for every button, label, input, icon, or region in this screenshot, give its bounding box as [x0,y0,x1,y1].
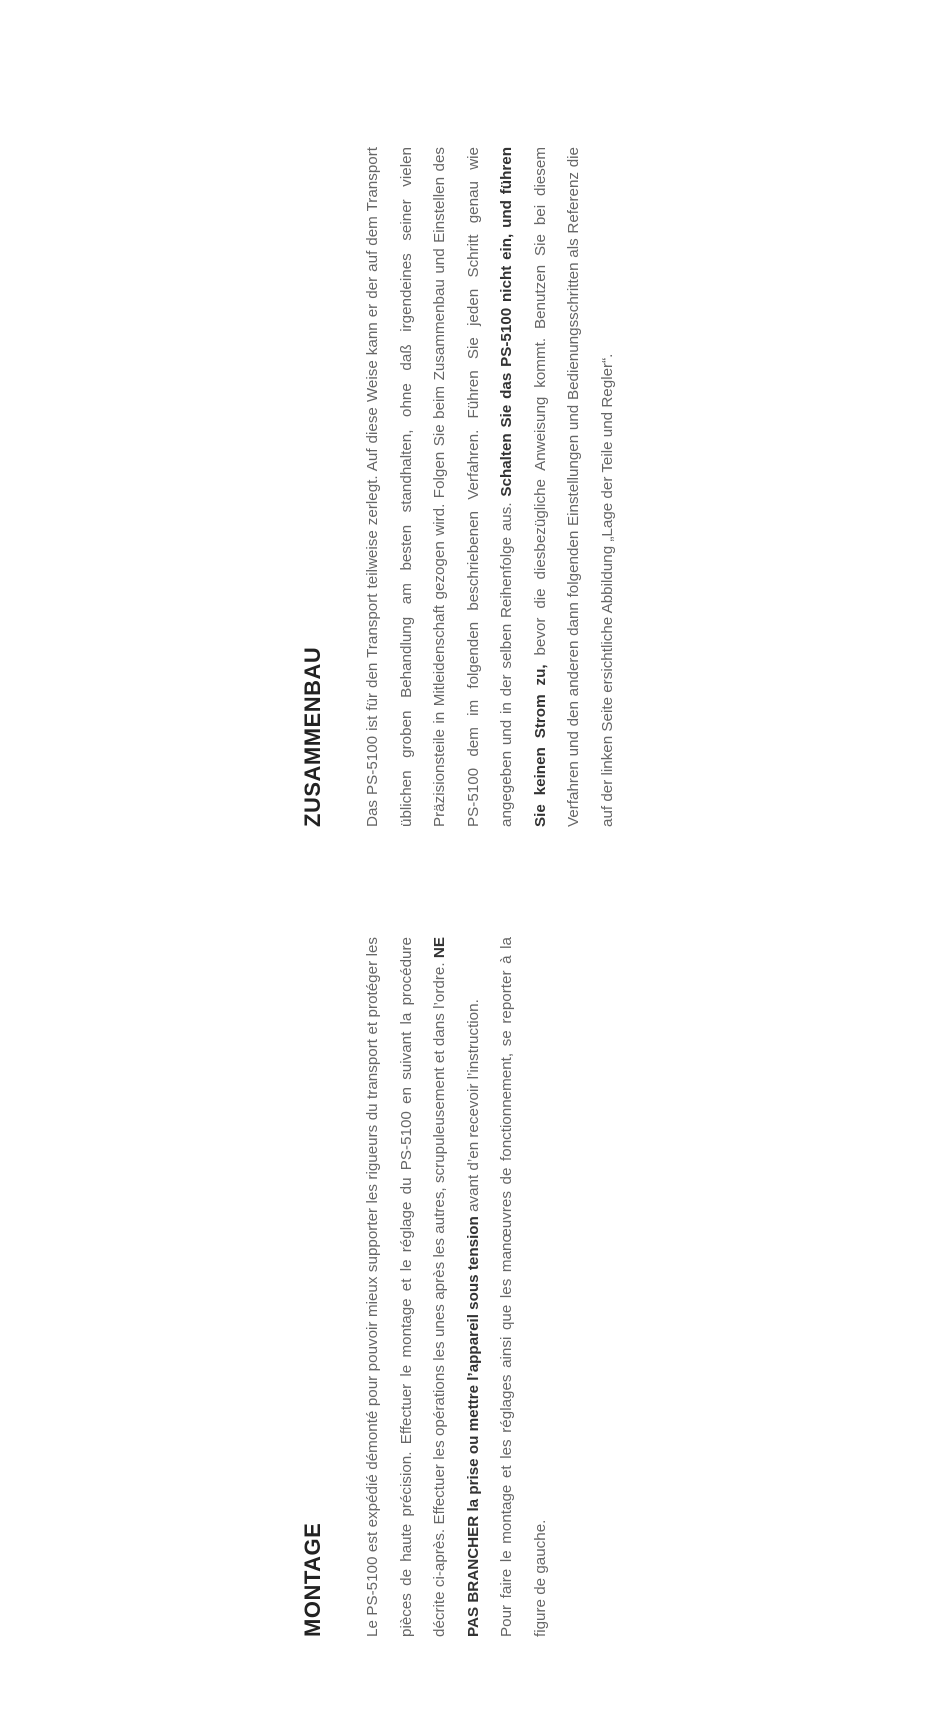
german-p1-text-c: bevor die diesbezügliche Anweisung kommt. Benutzen Sie bei diesem Verfahren und den anderen dann folgenden Einstellungen und Bedienungsschritten als Referenz die auf der linken Seite ersichtliche Abbildung „Lage der Teile und Regler“. [531,147,616,827]
german-heading: ZUSAMMENBAU [300,646,325,827]
french-heading: MONTAGE [300,1522,325,1637]
german-p1-text-bold: Schalten Sie das PS-5100 nicht ein, und führen Sie keinen Strom zu, [498,147,549,827]
french-p1-text-bold: NE PAS BRANCHER la prise ou mettre l’appareil sous tension [431,937,482,1637]
french-paragraph-2: Pour faire le montage et les réglages ainsi que les manœuvres de fonctionnement, se reporter à la figure de gauche. [498,937,549,1637]
german-p1-text-a: Das PS-5100 ist für den Transport teilweise zerlegt. Auf diese Weise kann er der auf dem Transport üblichen groben Behandlung am besten standhalten, ohne daß irgendeines seiner vielen Präzisionsteile in Mitleidenschaft gezogen wird. Folgen Sie beim Zusammenbau und Einstellen des PS-5100 dem im folgenden beschriebenen Verfahren. Führen Sie jeden Schritt genau wie angegeben und in der selben Reihenfolge aus. [364,147,515,827]
french-section [300,937,557,1637]
german-paragraph-1 [356,147,624,827]
german-section [300,147,624,827]
french-p1-text-a: Le PS-5100 est expédié démonté pour pouvoir mieux supporter les rigueurs du transport et protéger les pièces de haute précision. Effectuer le montage et le réglage du PS-5100 en suivant la procédure décrite ci-après. Effectuer les opérations les unes après les autres, scrupuleusement et dans l’ordre. [364,937,448,1637]
french-paragraph-1 [356,937,490,1637]
french-p1-text-c: avant d’en recevoir l’instruction. [464,999,482,1217]
